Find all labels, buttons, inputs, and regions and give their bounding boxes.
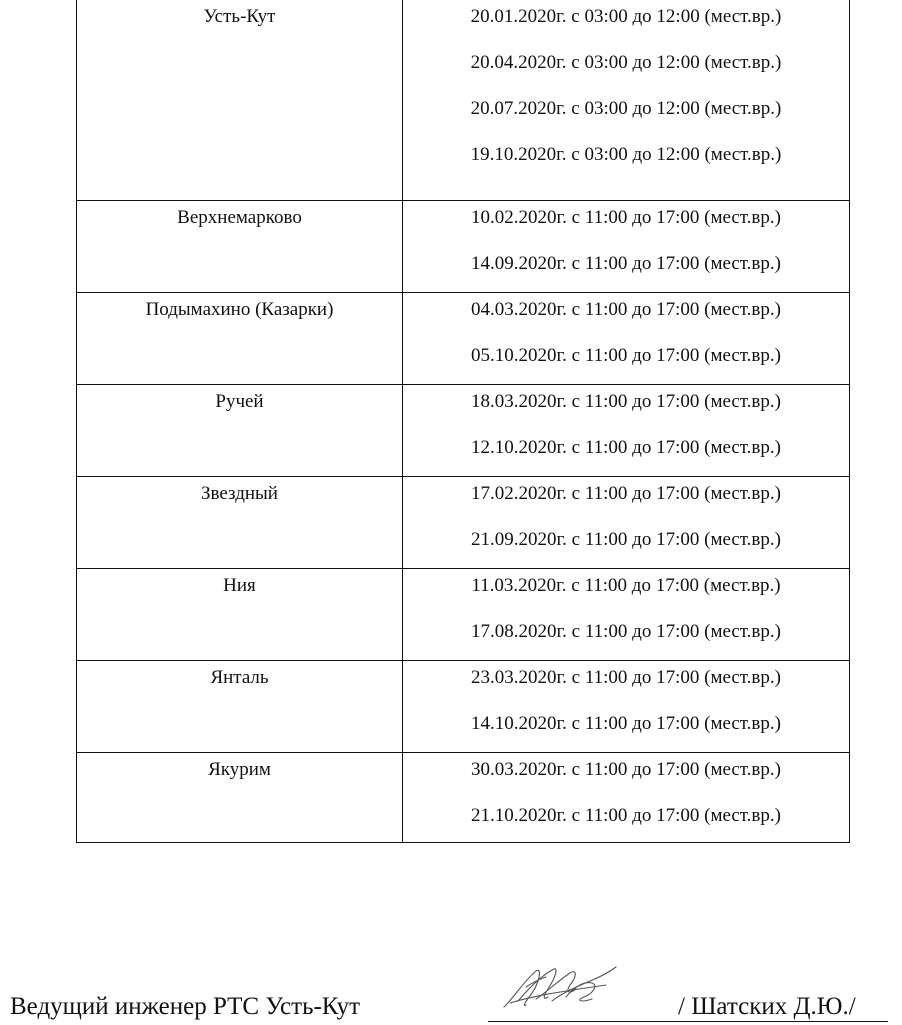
date-entry: 30.03.2020г. с 11:00 до 17:00 (мест.вр.) bbox=[471, 759, 781, 780]
dates-cell bbox=[403, 385, 849, 476]
date-entry: 17.02.2020г. с 11:00 до 17:00 (мест.вр.) bbox=[471, 483, 781, 504]
table-row bbox=[77, 568, 849, 660]
dates-cell bbox=[403, 293, 849, 384]
signer-name: / Шатских Д.Ю./ bbox=[678, 993, 856, 1020]
date-entry: 20.01.2020г. с 03:00 до 12:00 (мест.вр.) bbox=[470, 6, 782, 27]
signer-position: Ведущий инженер РТС Усть-Кут bbox=[10, 993, 361, 1020]
date-entry: 05.10.2020г. с 11:00 до 17:00 (мест.вр.) bbox=[471, 345, 781, 366]
schedule-table bbox=[76, 0, 850, 843]
place-cell: Якурим bbox=[77, 753, 403, 842]
place-cell: Ручей bbox=[77, 385, 403, 476]
date-entry: 17.08.2020г. с 11:00 до 17:00 (мест.вр.) bbox=[471, 621, 781, 642]
date-entry: 21.10.2020г. с 11:00 до 17:00 (мест.вр.) bbox=[471, 805, 781, 826]
table-row bbox=[77, 200, 849, 292]
dates-cell bbox=[403, 569, 849, 660]
place-cell: Подымахино (Казарки) bbox=[77, 293, 403, 384]
signature-block bbox=[0, 985, 902, 1025]
place-cell: Верхнемарково bbox=[77, 201, 403, 292]
place-cell: Звездный bbox=[77, 477, 403, 568]
date-entry: 20.07.2020г. с 03:00 до 12:00 (мест.вр.) bbox=[470, 98, 782, 119]
date-entry: 12.10.2020г. с 11:00 до 17:00 (мест.вр.) bbox=[471, 437, 781, 458]
date-entry: 14.09.2020г. с 11:00 до 17:00 (мест.вр.) bbox=[471, 253, 781, 274]
handwritten-signature bbox=[496, 957, 626, 1013]
date-entry: 23.03.2020г. с 11:00 до 17:00 (мест.вр.) bbox=[471, 667, 781, 688]
table-row bbox=[77, 0, 849, 200]
date-entry: 18.03.2020г. с 11:00 до 17:00 (мест.вр.) bbox=[471, 391, 781, 412]
place-cell: Усть-Кут bbox=[77, 0, 403, 200]
date-entry: 04.03.2020г. с 11:00 до 17:00 (мест.вр.) bbox=[471, 299, 781, 320]
place-cell: Янталь bbox=[77, 661, 403, 752]
table-row bbox=[77, 476, 849, 568]
dates-cell bbox=[403, 201, 849, 292]
dates-cell bbox=[403, 661, 849, 752]
table-row bbox=[77, 384, 849, 476]
table-row bbox=[77, 752, 849, 842]
dates-cell bbox=[403, 477, 849, 568]
dates-cell bbox=[403, 0, 849, 200]
table-row bbox=[77, 660, 849, 752]
signature-line bbox=[488, 1021, 888, 1022]
date-entry: 11.03.2020г. с 11:00 до 17:00 (мест.вр.) bbox=[471, 575, 781, 596]
place-cell: Ния bbox=[77, 569, 403, 660]
date-entry: 20.04.2020г. с 03:00 до 12:00 (мест.вр.) bbox=[470, 52, 782, 73]
date-entry: 10.02.2020г. с 11:00 до 17:00 (мест.вр.) bbox=[471, 207, 781, 228]
table-row bbox=[77, 292, 849, 384]
dates-cell bbox=[403, 753, 849, 842]
date-entry: 14.10.2020г. с 11:00 до 17:00 (мест.вр.) bbox=[471, 713, 781, 734]
date-entry: 19.10.2020г. с 03:00 до 12:00 (мест.вр.) bbox=[470, 144, 782, 165]
date-entry: 21.09.2020г. с 11:00 до 17:00 (мест.вр.) bbox=[471, 529, 781, 550]
